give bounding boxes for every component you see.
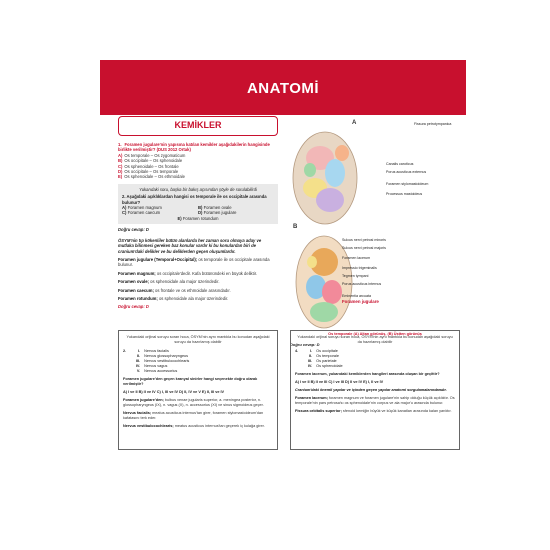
section-title: KEMİKLER <box>174 120 222 130</box>
book-page <box>100 60 466 512</box>
anno-b-6: Porus acusticus internus <box>342 282 382 286</box>
anno-b-8: Foramen jugulare <box>342 299 379 304</box>
q1-option-e: E) Os sphenoidale – Os ethmoidale <box>118 174 185 180</box>
anno-b-7: Eminentia arcuata <box>342 294 371 298</box>
q1-option-b: B) Os occipitale – Os sphenoidale <box>118 158 183 164</box>
explain-p1: Foramen jugulare (Temporal+Occipital); os temporale ile os occipitale arasında bulunur. <box>118 256 270 268</box>
q1-option-a: A) Os temporale – Os zygomaticum <box>118 152 186 158</box>
figure-label-b: B <box>293 224 298 230</box>
boxl-item-2: II. Nervus glossopharyngeus <box>137 354 189 358</box>
boxl-item-4: IV. Nervus vagus <box>135 364 168 368</box>
anno-b-1: Sulcus nervi petrosi minoris <box>342 238 386 242</box>
anno-a-2: Canalis caroticus <box>386 162 414 166</box>
anno-a-3: Porus acusticus externus <box>386 170 427 174</box>
q2-options: A) Foramen magnum B) Foramen ovale C) Foramen caecum D) Foramen jugulare E) Foramen rotundum <box>122 205 237 221</box>
alt-question-box: Yukarıdaki soru, başka bir bakış açısından şöyle de sorulabilirdi 2. Aşağıdaki açıklıklardan hangisi os temporale ile os occipitale arasında bulunur? A) Foramen magnum B) Foramen ovale C) Foramen caecum D) Foramen jugulare E) Foramen rotundum <box>118 184 278 224</box>
anno-b-3: Foramen lacerum <box>342 256 371 260</box>
boxr-item-1: I. Os occipitale <box>310 349 338 353</box>
q1-option-d: D) Os occipitale – Os temporale <box>118 169 179 175</box>
anno-b-2: Sulcus nervi petrosi majoris <box>342 246 386 250</box>
right-column <box>290 120 460 355</box>
explain-answer: Doğru cevap: D <box>118 304 149 310</box>
anno-b-5: Tegmen tympani <box>342 274 369 278</box>
boxr-item-3: III. Os parietale <box>307 359 337 363</box>
anno-a-4: Foramen stylomastoideum <box>386 182 429 186</box>
temporal-bone-inferior-illustration <box>290 128 360 228</box>
explain-p3: Foramen ovale; os sphenoidale ala major üzerindedir. <box>118 279 220 285</box>
question-2: 2. Aşağıdaki açıklıklardan hangisi os temporale ile os occipitale arasında bulunur? <box>122 194 267 205</box>
chapter-banner <box>100 60 466 115</box>
boxr-item-2: II. Os temporale <box>309 354 339 358</box>
anno-b-4: Impressio trigeminalis <box>342 266 377 270</box>
explain-p4: Foramen caecum; os frontale ve os ethmoidale arasındadır. <box>118 287 231 293</box>
boxl-item-3: III. Nervus vestibulocochlearis <box>135 359 190 363</box>
left-column <box>118 142 278 310</box>
anno-a-1: Fissura petrotympanica <box>414 122 452 126</box>
q2-answer: Doğru cevap: D <box>118 227 149 233</box>
boxl-item-1: I. Nervus facialis <box>138 349 169 353</box>
explain-intro: ÖSYM'nin tıp kökenliler bütün alanlarda her zaman soru olmaya aday ve mutlaka bilinmesi gereken baz konular vardır ki bu konulardan biri de cranium'daki delikler ve bu deliklerden geçen oluşumlardır. <box>118 237 262 254</box>
boxr-item-4: IV. Os sphenoidale <box>307 364 343 368</box>
temporal-bone-figure <box>290 120 460 355</box>
question-1: 1. Foramen jugulare'nin yapısına katılan kemikler aşağıdakilerin hangisinde birlikte verilmiştir? (DUS 2012 Ortak) <box>118 142 270 153</box>
explain-p2: Foramen magnum; os occipitale'dedir. Kafa bütünündeki en büyük deliktir. <box>118 270 258 276</box>
q1-option-c: C) Os sphenoidale – Os frontale <box>118 163 179 169</box>
explain-p5: Foramen rotundum; os sphenoidale ala major üzerindedir. <box>118 295 229 301</box>
anno-a-5: Processus mastoideus <box>386 192 423 196</box>
boxl-item-5: V. Nervus accessorius <box>136 369 178 373</box>
figure-caption: Os temporale (A) Altan görünüş, (B) Üstten görünüş <box>328 332 422 336</box>
followup-box-left: Yukarıdaki orijinal soruyu soran hoca, ÖSYM'nin aynı mantıkla bu konudan aşağıdaki soruyu da hazırlamış olabilir 2. I. Nervus facialis II. Nervus glossopharyngeus III. Nervus vestibulocochlearis IV. Nervus vagus V. Nervus accessorius Foramen jugulare'den geçen kranyal sinirler hangi seçenekte doğru olarak verilmiştir? A) I ve II B) II ve IV C) I, III ve IV D) II, IV ve V E) II, III ve IV Foramen jugulare'den; bulbus venae jugularis superior, a. meningea posterior, n. glossopharyngeus (IX), n. vagus (X), n. accessorius (XI) ve sinus sigmoideus geçer. Nervus facialis; meatus acusticus internus'tan girer, foramen stylomastoideum'dan kafatasını terk eder. Nervus vestibulocochlearis; meatus acusticus internus'tan geçerek iç kulağa girer. <box>118 330 278 450</box>
followup-box-right: Yukarıdaki orijinal soruyu soran hoca, ÖSYM'nin aynı mantıkla bu konudan aşağıdaki soruyu da hazırlamış olabilir 4. I. Os occipitale II. Os temporale III. Os parietale IV. Os sphenoidale Foramen lacerum, yukarıdaki kemiklerden hangileri arasında oluşan bir geçittir? A) I ve II B) II ve III C) I ve III D) II ve IV E) I, II ve IV Cranium'daki önemli yapılar ve içinden geçen yapılar anatomi sorgulamalarındandır. Foramen lacerum; foramen magnum ve foramen jugulare'nin sahip olduğu küçük açıklıktır. Os temporale'nin pars petrosa'sı os sphenoidale'nin corpus ve ala major'u arasında bulunur. Fissura orbitalis superior; sfenoid kemiğin büyük ve küçük kanatları arasında kalan yarıktır. <box>290 330 460 450</box>
figure-label-a: A <box>352 120 357 126</box>
chapter-title: ANATOMİ <box>246 80 320 97</box>
figure-answer: Doğru cevap: D <box>290 342 320 347</box>
section-header <box>118 116 278 136</box>
